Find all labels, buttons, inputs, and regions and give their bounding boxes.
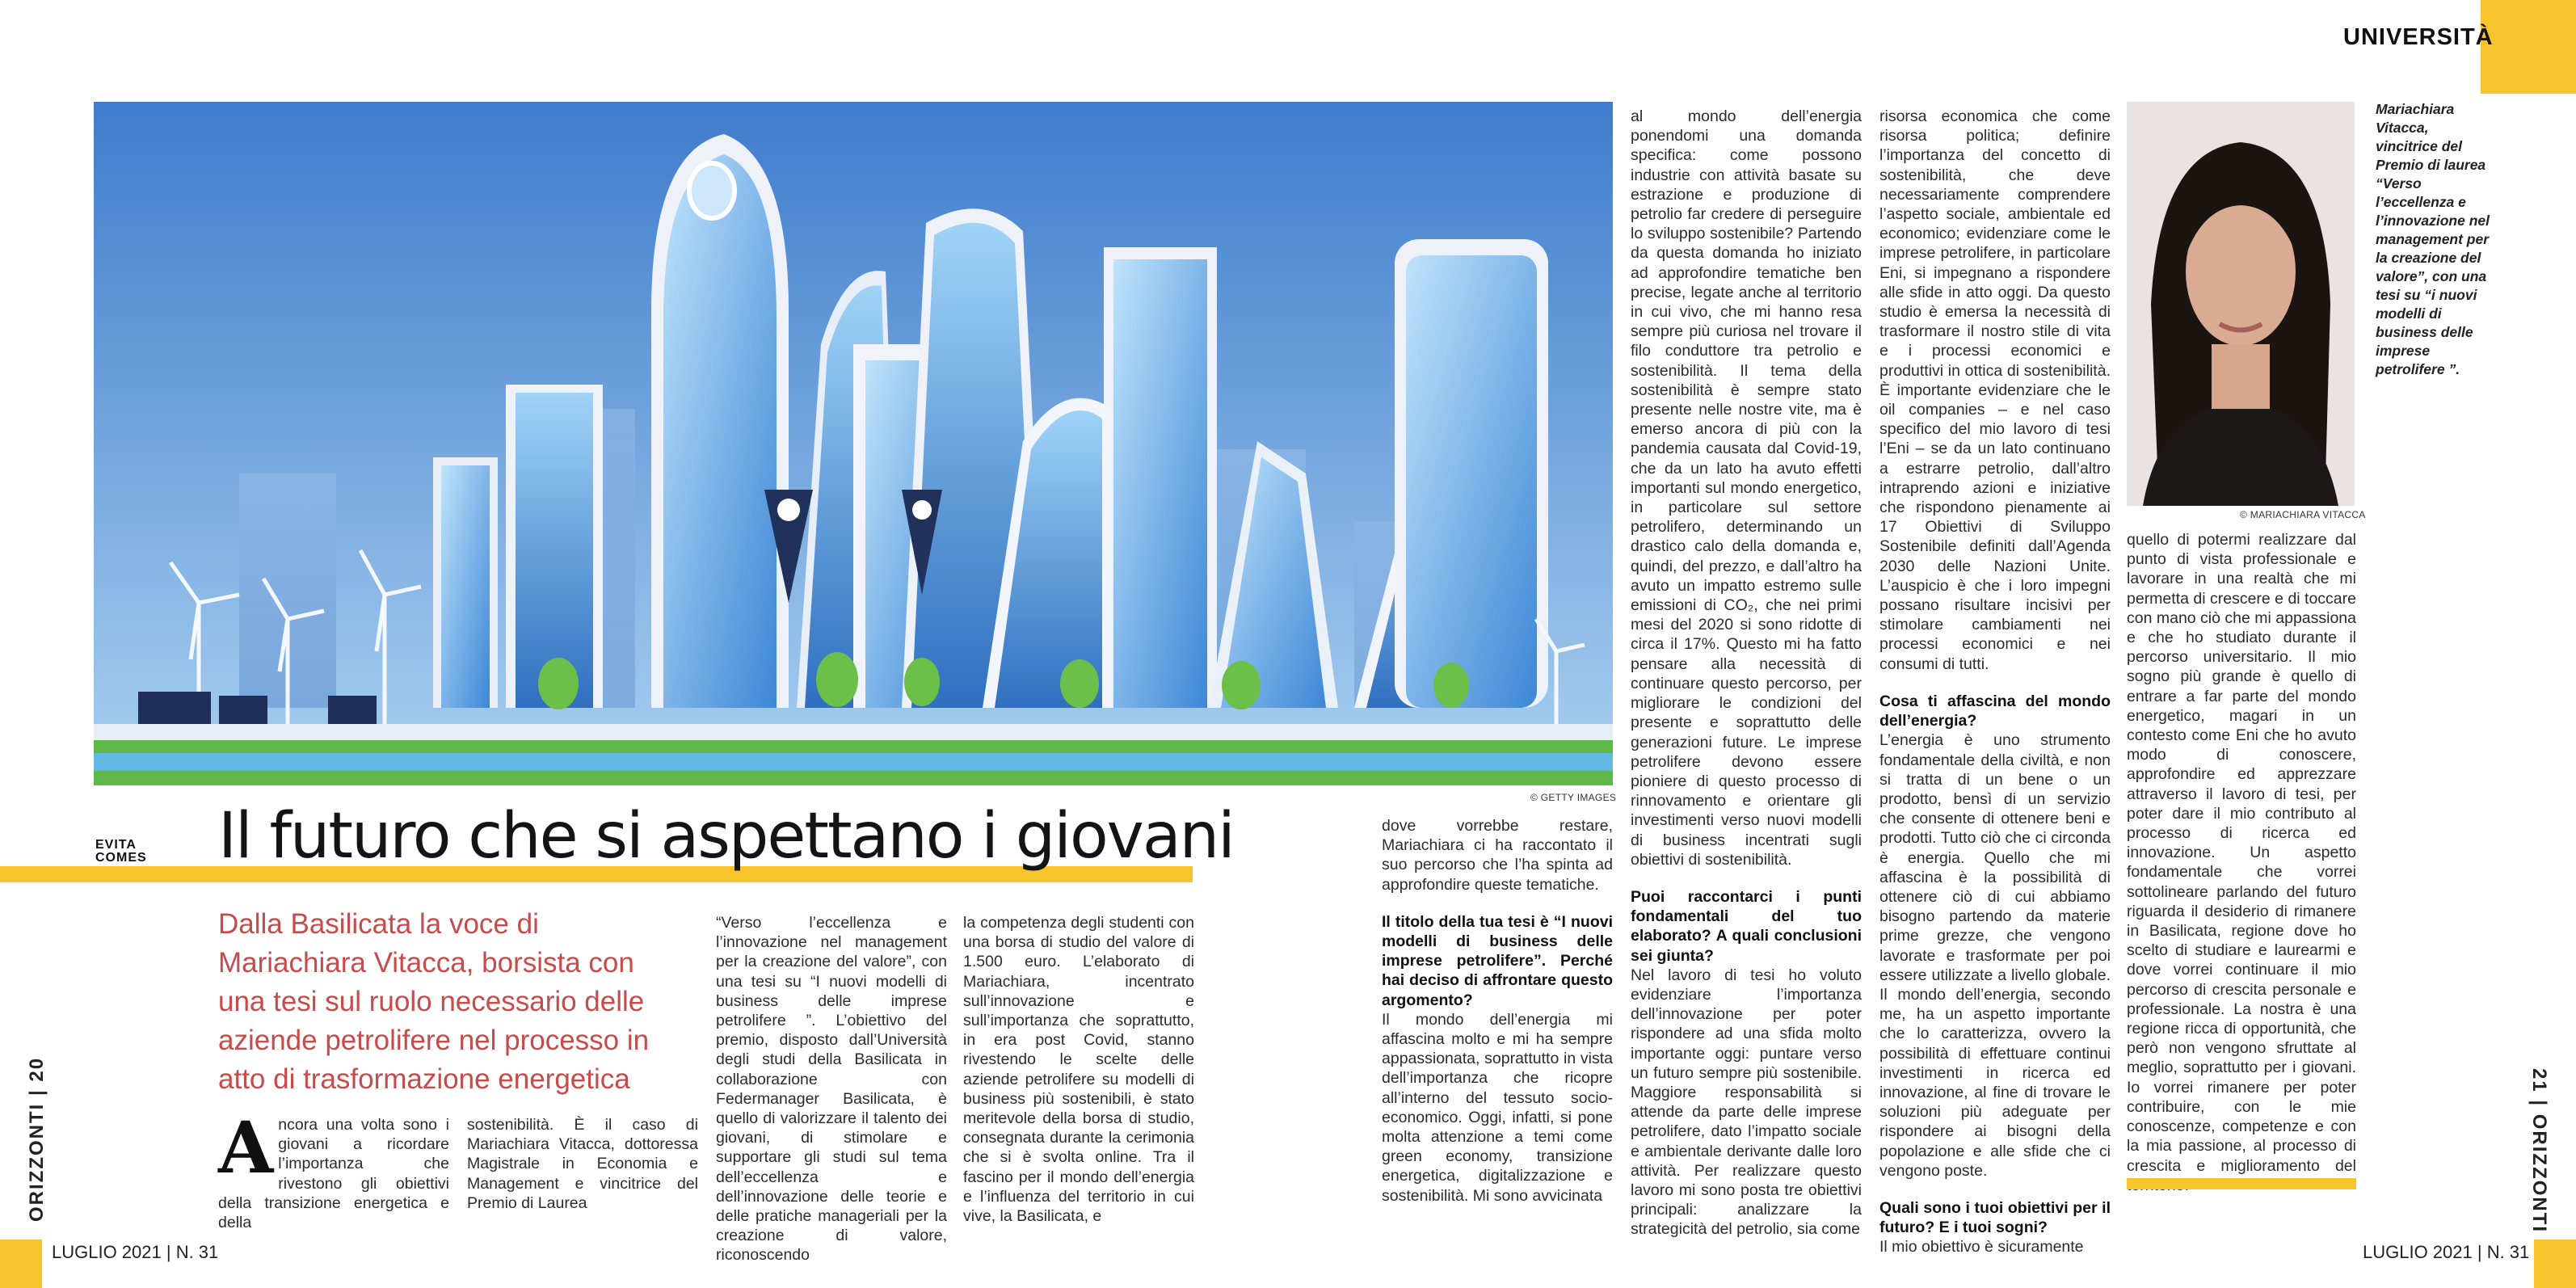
body-text: ncora una volta sono i giovani a ricordare l’importanza che rivestono gli obiettivi della transizione energetica e della <box>218 1116 449 1232</box>
section-label: UNIVERSITÀ <box>2343 24 2494 50</box>
interview-question: Il titolo della tua tesi è “I nuovi modelli di business delle imprese petrolifere”. Perché hai deciso di affrontare questo argomento? <box>1382 912 1613 1009</box>
drop-cap: A <box>218 1105 274 1189</box>
body-text: quello di potermi realizzare dal punto di vista professionale e lavorare in una realtà che mi permetta di crescere e di toccare con mano ciò che mi appassiona e che ho studiato durante il percorso universitario. Il mio sogno più grande è quello di entrare a far parte del mondo energetico, magari in un contesto come Eni che ho avuto modo di conoscere, approfondire ed apprezzare attraverso il lavoro di tesi, per poter dare il mio contributo al processo di ricerca ed innovazione. Un aspetto fondamentale che vorrei sottolineare parlando del futuro riguarda il desiderio di rimanere in Basilicata, regione dove ho scelto di studiare e laurearmi e dove vorrei continuare il mio percorso di crescita personale e professionale. La nostra è una regione ricca di opportunità, che però non vengono sfruttate al meglio, soprattutto per i giovani. Io vorrei rimanere per poter contribuire, con le mie conoscenze, competenze e con la mia passione, al processo di crescita e miglioramento del <box>2127 531 2356 1175</box>
author-byline: EVITA COMES <box>95 838 147 865</box>
body-text: la competenza degli studenti con una borsa di studio del valore di 1.500 euro. L’elaborato di Mariachiara, incentrato sull’innovazione e sull’importanza che soprattutto, in era post Covid, stanno rivestendo le scelte delle aziende petrolifere su modelli di business più sostenibili, è stato meritevole della borsa di studio, consegnata durante la cerimonia che si è svolta online. Tra il fascino per il mondo dell’energia e l’influenza del territorio in cui vive, la Basilicata, e <box>963 914 1194 1226</box>
body-text: “Verso l’eccellenza e l’innovazione nel management per la creazione del valore”, con una tesi su “I nuovi modelli di business delle imprese petrolifere ”. L’obiettivo del premio, disposto dall’Università degli studi della Basilicata in collaborazione con Federmanager Basilicata, è quello di valorizzare il talento dei giovani, di stimolare e supportare gli studi sul tema dell’eccellenza e dell’innovazione delle teorie e delle pratiche manageriali per la creazione di valore, riconoscendo <box>716 914 947 1265</box>
footer-bar-right <box>2534 1240 2576 1288</box>
article-lead: Dalla Basilicata la voce di Mariachiara Vitacca, borsista con una tesi sul ruolo necessario delle aziende petrolifere nel processo in atto di trasformazione energetica <box>218 908 650 1095</box>
portrait-credit: © MARIACHIARA VITACCA <box>2240 509 2366 520</box>
page-number-right: 21 | ORIZZONTI <box>2528 1068 2550 1234</box>
body-column-3 <box>716 913 947 1265</box>
interview-question: Quali sono i tuoi obiettivi per il futuro? E i tuoi sogni? <box>1879 1198 2111 1237</box>
interview-question: Cosa ti affascina del mondo dell’energia? <box>1879 692 2111 730</box>
body-column-5 <box>1382 816 1613 1206</box>
portrait-image <box>2127 102 2355 506</box>
body-text: Nel lavoro di tesi ho voluto evidenziare l’importanza dell’innovazione per poter rispondere ad una sfida molto importante oggi: puntare verso un futuro sempre più sostenibile. Maggiore responsabilità si attende da parte delle imprese petrolifere, dato l’impatto sociale e ambientale derivante dalle loro attività. Per realizzare questo lavoro mi sono posta tre obiettivi principali: analizzare la strategicità del petrolio, sia come <box>1631 966 1862 1239</box>
body-text: risorsa economica che come risorsa politica; definire l’importanza del concetto di sostenibilità, che deve necessariamente comprendere l’aspetto sociale, ambientale ed economico; evidenziare come le imprese petrolifere, in particolare Eni, si impegnano a rispondere alle sfide in atto oggi. Da questo studio è emersa la necessità di trasformare il nostro stile di vita e i processi economici e produttivi in ottica di sostenibilità. È importante evidenziare che le oil companies – e nel caso specifico del mio lavoro di tesi l’Eni – se da un lato continuano a estrarre petrolio, dall’altro intraprendo azioni e iniziative che rispondono pienamente ai 17 Obiettivi di Sviluppo Sostenibile definiti dall’Agenda 2030 delle Nazioni Unite. L’auspicio è che i loro impegni possano risultare incisivi per stimolare cambiamenti nei processi economici e nei consumi di tutti. <box>1879 107 2111 673</box>
body-text: Il mondo dell’energia mi affascina molto e mi ha sempre appassionata, soprattutto in vista dell’importanza che ricopre all’interno del tessuto socio-economico. Oggi, infatti, si pone molta attenzione a temi come green economy, transizione energetica, digitalizzazione e sostenibilità. Mi sono avvicinata <box>1382 1010 1613 1205</box>
body-text: al mondo dell’energia ponendomi una domanda specifica: come possono industrie con attività basate su estrazione e produzione di petrolio far credere di perseguire lo sviluppo sostenibile? Partendo da questa domanda ho iniziato ad approfondire tematiche ben precise, legate anche al territorio in cui vivo, che mi hanno resa sempre più curiosa nel trovare il filo conduttore tra petrolio e sostenibilità. Il tema della sostenibilità è sempre stato presente nelle nostre vite, ma è emerso ancora di più con la pandemia causata dal Covid-19, che da un lato ha avuto effetti importanti sul mondo energetico, in particolare sul settore petrolifero, determinando un drastico calo della domanda e, quindi, del prezzo, e dall’altro ha avuto un impatto estremo sulle emissioni di CO₂, che nei primi mesi del 2020 si sono ridotte di circa il 17%. Questo mi ha fatto pensare alla necessità di continuare questo percorso, per migliorare le condizioni del presente e soprattutto delle generazioni future. Le imprese petrolifere devono essere pioniere di questo processo di rinnovamento e orientare gli investimenti verso nuovi modelli di business incentrati sugli obiettivi di sostenibilità. <box>1631 107 1862 869</box>
footer-bar-left <box>0 1240 42 1288</box>
body-text: dove vorrebbe restare, Mariachiara ci ha raccontato il suo percorso che l’ha spinta ad approfondire queste tematiche. <box>1382 817 1613 894</box>
body-column-1 <box>218 1105 449 1232</box>
article-title: Il futuro che si aspettano i giovani <box>218 800 1234 873</box>
body-column-2 <box>467 1115 698 1213</box>
footer-right: LUGLIO 2021 | N. 31 <box>2363 1242 2530 1262</box>
footer-left: LUGLIO 2021 | N. 31 <box>52 1242 219 1262</box>
body-column-4 <box>963 913 1194 1226</box>
body-text: L’energia è uno strumento fondamentale della civiltà, e non si tratta di un bene o un prodotto, bensì di un servizio che consente di ottenere beni e prodotti. Tutto ciò che ci circonda è energia. Quello che mi affascina è la possibilità di ottenere ciò di cui abbiamo bisogno partendo da materie prime grezze, che vengono lavorate e trasformate per poi essere utilizzate a livello globale. Il mondo dell’energia, secondo me, ha un aspetto importante che lo caratterizza, ovvero la possibilità di effettuare continui investimenti in ricerca ed innovazione, al fine di trovare le soluzioni più adeguate per rispondere ai bisogni della popolazione e alle sfide che ci vengono poste. <box>1879 731 2111 1180</box>
portrait-caption: Mariachiara Vitacca, vincitrice del Premio di laurea “Verso l’eccellenza e l’innovazione nel management per la creazione del valore”, con una tesi su “i nuovi modelli di business delle imprese petrolifere ”. <box>2376 101 2490 377</box>
section-tab <box>2481 0 2576 94</box>
interview-question: Puoi raccontarci i punti fondamentali del tuo elaborato? A quali conclusioni sei giunta? <box>1631 887 1862 965</box>
column-end-bar <box>2127 1178 2356 1189</box>
page-number-left: ORIZZONTI | 20 <box>26 1056 48 1222</box>
city-skyline-image <box>94 102 1613 785</box>
body-column-6 <box>1631 107 1862 1240</box>
body-column-8 <box>2127 530 2356 1195</box>
body-column-7 <box>1879 107 2111 1257</box>
hero-credit: © GETTY IMAGES <box>1530 792 1617 803</box>
body-text: Il mio obiettivo è sicuramente <box>1879 1238 2084 1256</box>
portrait-photo <box>2127 102 2355 506</box>
body-text: sostenibilità. È il caso di Mariachiara Vitacca, dottoressa Magistrale in Economia e Management e vincitrice del Premio di Laurea <box>467 1116 698 1212</box>
hero-illustration <box>94 102 1613 785</box>
